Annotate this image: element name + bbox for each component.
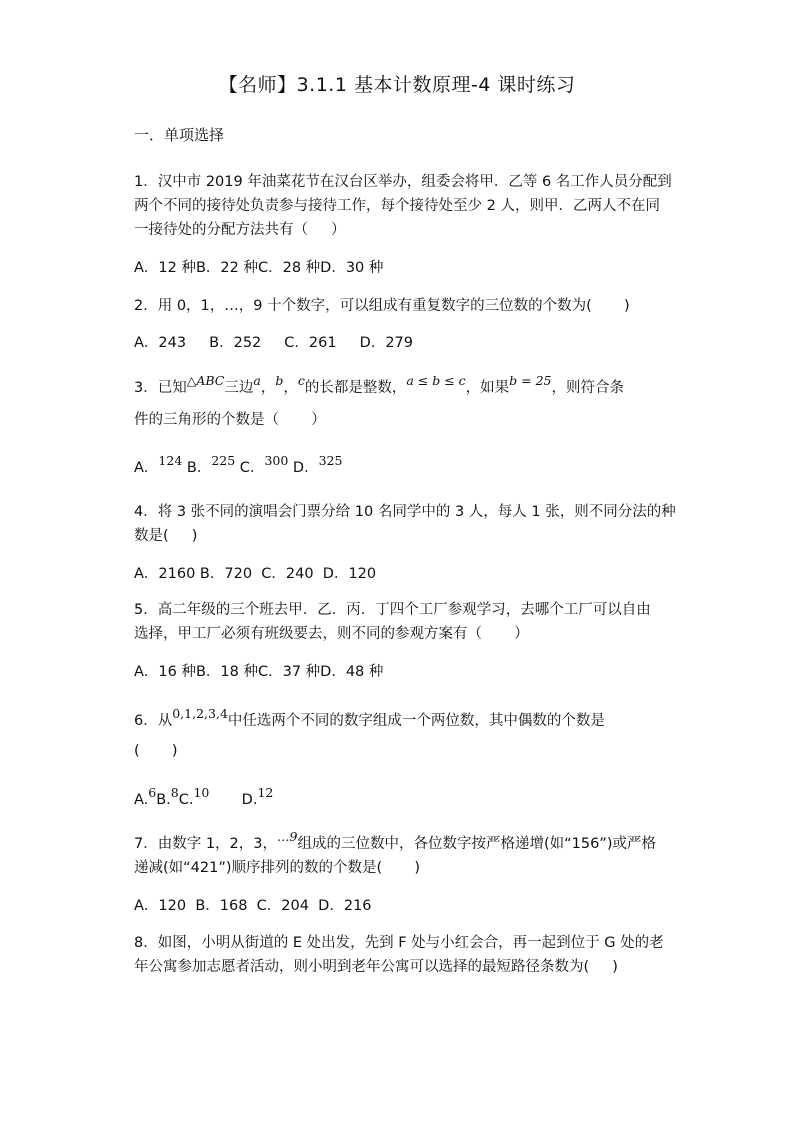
- q6-formula-digits: 0,1,2,3,4: [172, 706, 228, 721]
- q3-option-a-value: 124: [158, 453, 183, 468]
- q3-formula-c: c: [297, 373, 305, 388]
- q3-formula-b: b: [275, 373, 284, 388]
- question-6-line-1: [134, 706, 605, 731]
- q3-text: ，则符合条: [551, 380, 624, 396]
- question-1-line-1: 1．汉中市 2019 年油菜花节在汉台区举办，组委会将甲．乙等 6 名工作人员分配到: [134, 174, 672, 190]
- q7-formula-ellipsis: …9: [277, 829, 298, 844]
- question-5-line-1: 5．高二年级的三个班去甲．乙．丙．丁四个工厂参观学习，去哪个工厂可以自由: [134, 602, 651, 618]
- question-3-line-2: 件的三角形的个数是（ ）: [134, 412, 326, 428]
- question-5-line-2: 选择，甲工厂必须有班级要去，则不同的参观方案有（ ）: [134, 626, 529, 642]
- q3-formula-inequality: a ≤ b ≤ c: [406, 373, 466, 388]
- q3-option-label: A．: [134, 460, 159, 476]
- q6-text: 中任选两个不同的数字组成一个两位数，其中偶数的个数是: [227, 713, 605, 729]
- q3-formula-a: a: [253, 373, 261, 388]
- q3-text: ，: [260, 380, 276, 396]
- question-6-line-2: ( ): [134, 743, 178, 759]
- q6-option-c-value: 10: [193, 785, 210, 800]
- question-1-options: A．12 种B．22 种C．28 种D．30 种: [134, 260, 384, 276]
- question-3-options: [134, 453, 343, 478]
- q7-text: 7．由数字 1，2，3，: [134, 836, 278, 852]
- question-8-line-2: 年公寓参加志愿者活动，则小明到老年公寓可以选择的最短路径条数为( ): [134, 959, 618, 975]
- q7-text: 组成的三位数中，各位数字按严格递增(如“156”)或严格: [297, 836, 656, 852]
- q3-formula-b-value: b = 25: [509, 373, 552, 388]
- q3-text: 的长都是整数，: [304, 380, 407, 396]
- q3-text: ，: [283, 380, 298, 396]
- q3-option-d-value: 325: [318, 453, 343, 468]
- section-heading: 一．单项选择: [134, 126, 225, 144]
- q3-option-label: C．: [235, 460, 265, 476]
- question-2-line-1: 2．用 0，1，…，9 十个数字，可以组成有重复数字的三位数的个数为( ): [134, 298, 630, 314]
- q3-formula-triangle: △ABC: [186, 373, 225, 388]
- question-6-options: [134, 785, 274, 810]
- question-2-options: A．243 B．252 C．261 D．279: [134, 335, 413, 351]
- q3-option-label: D．: [288, 460, 319, 476]
- q3-text: ，如果: [465, 380, 510, 396]
- question-4-line-2: 数是( ): [134, 528, 198, 544]
- question-1-line-2: 两个不同的接待处负责参与接待工作，每个接待处至少 2 人，则甲．乙两人不在同: [134, 198, 660, 214]
- q6-option-label: D.: [209, 792, 258, 808]
- question-8-line-1: 8．如图，小明从街道的 E 处出发，先到 F 处与小红会合，再一起到位于 G 处的老: [134, 935, 664, 951]
- question-7-line-2: 递减(如“421”)顺序排列的数的个数是( ): [134, 860, 421, 876]
- question-3-line-1: [134, 373, 624, 398]
- q6-option-label: C.: [178, 792, 194, 808]
- q3-option-b-value: 225: [211, 453, 236, 468]
- q6-option-label: B.: [156, 792, 171, 808]
- q6-option-label: A.: [134, 792, 149, 808]
- q6-text: 6．从: [134, 713, 173, 729]
- q3-option-label: B．: [182, 460, 212, 476]
- question-4-line-1: 4．将 3 张不同的演唱会门票分给 10 名同学中的 3 人，每人 1 张，则不同分法的种: [134, 504, 676, 520]
- q3-text: 三边: [224, 380, 254, 396]
- q3-text: 3．已知: [134, 380, 187, 396]
- page-title: 【名师】3.1.1 基本计数原理-4 课时练习: [218, 74, 576, 96]
- question-5-options: A．16 种B．18 种C．37 种D．48 种: [134, 664, 384, 680]
- question-7-line-1: [134, 829, 656, 854]
- question-7-options: A．120 B．168 C．204 D．216: [134, 898, 372, 914]
- question-4-options: A．2160 B．720 C．240 D．120: [134, 566, 377, 582]
- q6-option-d-value: 12: [257, 785, 274, 800]
- q6-option-b-value: 8: [170, 785, 179, 800]
- q6-option-a-value: 6: [148, 785, 157, 800]
- question-1-line-3: 一接待处的分配方法共有（ ）: [134, 222, 346, 238]
- q3-option-c-value: 300: [264, 453, 289, 468]
